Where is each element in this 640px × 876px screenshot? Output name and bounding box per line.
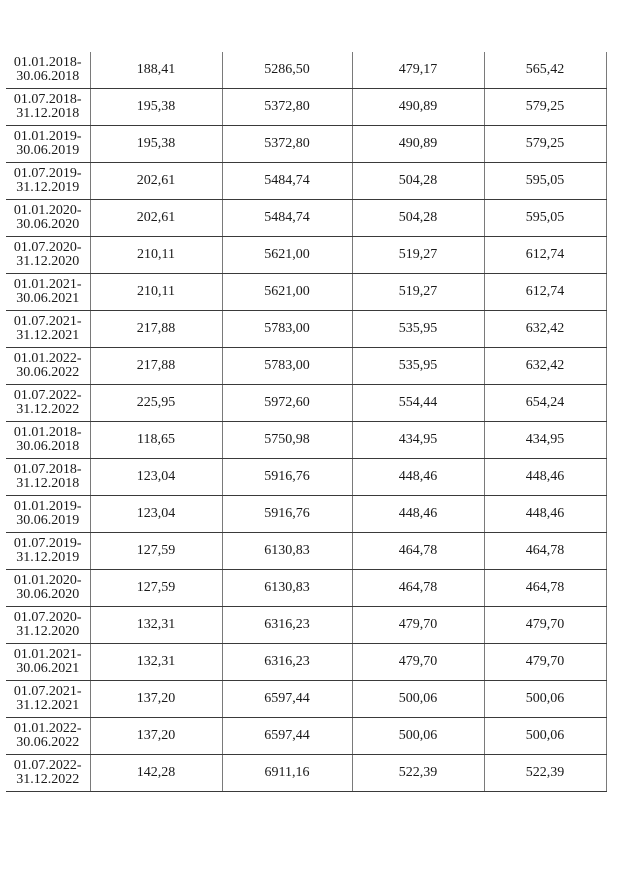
value-cell-v2: 6911,16 (222, 755, 352, 792)
value-cell-v2: 5750,98 (222, 422, 352, 459)
value-cell-v4: 654,24 (484, 385, 606, 422)
period-cell (6, 274, 90, 311)
period-start: 01.01.2018- (13, 55, 82, 70)
period-end: 31.12.2021 (16, 328, 80, 343)
value-cell-v3: 464,78 (352, 533, 484, 570)
value-cell-v4: 565,42 (484, 52, 606, 89)
value-cell-v4: 595,05 (484, 163, 606, 200)
period-cell (6, 348, 90, 385)
value-cell-v1: 132,31 (90, 607, 222, 644)
period-start: 01.07.2022- (13, 758, 82, 773)
value-cell-v3: 479,17 (352, 52, 484, 89)
period-end: 30.06.2020 (16, 217, 80, 232)
table-row (6, 237, 606, 274)
value-cell-v4: 595,05 (484, 200, 606, 237)
period-cell (6, 681, 90, 718)
value-cell-v2: 6130,83 (222, 570, 352, 607)
table-row (6, 570, 606, 607)
value-cell-v1: 118,65 (90, 422, 222, 459)
period-cell (6, 89, 90, 126)
value-cell-v1: 127,59 (90, 533, 222, 570)
period-cell (6, 311, 90, 348)
period-end: 30.06.2019 (16, 513, 80, 528)
value-cell-v2: 6316,23 (222, 607, 352, 644)
value-cell-v1: 123,04 (90, 459, 222, 496)
value-cell-v2: 5621,00 (222, 274, 352, 311)
value-cell-v3: 522,39 (352, 755, 484, 792)
value-cell-v3: 490,89 (352, 89, 484, 126)
period-end: 31.12.2018 (16, 476, 80, 491)
value-cell-v3: 500,06 (352, 718, 484, 755)
period-end: 30.06.2019 (16, 143, 80, 158)
period-end: 30.06.2018 (16, 439, 80, 454)
period-cell (6, 533, 90, 570)
period-cell (6, 385, 90, 422)
value-cell-v3: 535,95 (352, 311, 484, 348)
value-cell-v4: 464,78 (484, 570, 606, 607)
period-end: 31.12.2019 (16, 180, 80, 195)
period-start: 01.07.2019- (13, 536, 82, 551)
value-cell-v4: 479,70 (484, 607, 606, 644)
value-cell-v3: 519,27 (352, 274, 484, 311)
period-cell (6, 718, 90, 755)
period-cell (6, 607, 90, 644)
value-cell-v1: 132,31 (90, 644, 222, 681)
value-cell-v4: 464,78 (484, 533, 606, 570)
table-row (6, 348, 606, 385)
period-cell (6, 163, 90, 200)
value-cell-v1: 137,20 (90, 681, 222, 718)
period-cell (6, 422, 90, 459)
period-end: 30.06.2020 (16, 587, 80, 602)
period-cell (6, 570, 90, 607)
value-cell-v2: 5286,50 (222, 52, 352, 89)
period-start: 01.07.2020- (13, 610, 82, 625)
tariff-table (6, 52, 607, 792)
period-end: 31.12.2018 (16, 106, 80, 121)
period-start: 01.01.2021- (13, 647, 82, 662)
period-start: 01.01.2021- (13, 277, 82, 292)
period-cell (6, 126, 90, 163)
value-cell-v3: 464,78 (352, 570, 484, 607)
value-cell-v3: 490,89 (352, 126, 484, 163)
value-cell-v3: 519,27 (352, 237, 484, 274)
value-cell-v1: 210,11 (90, 237, 222, 274)
value-cell-v2: 5484,74 (222, 163, 352, 200)
value-cell-v3: 479,70 (352, 607, 484, 644)
period-start: 01.01.2019- (13, 499, 82, 514)
period-start: 01.07.2021- (13, 684, 82, 699)
tariff-table-body (6, 52, 606, 792)
table-row (6, 163, 606, 200)
table-row (6, 644, 606, 681)
value-cell-v3: 479,70 (352, 644, 484, 681)
table-row (6, 533, 606, 570)
value-cell-v2: 6597,44 (222, 718, 352, 755)
value-cell-v1: 217,88 (90, 311, 222, 348)
period-start: 01.07.2018- (13, 462, 82, 477)
value-cell-v2: 5484,74 (222, 200, 352, 237)
period-cell (6, 644, 90, 681)
value-cell-v1: 195,38 (90, 126, 222, 163)
period-start: 01.01.2022- (13, 351, 82, 366)
period-end: 31.12.2021 (16, 698, 80, 713)
value-cell-v3: 434,95 (352, 422, 484, 459)
period-start: 01.07.2022- (13, 388, 82, 403)
period-end: 31.12.2022 (16, 772, 80, 787)
value-cell-v1: 195,38 (90, 89, 222, 126)
period-end: 30.06.2022 (16, 735, 80, 750)
value-cell-v1: 123,04 (90, 496, 222, 533)
value-cell-v4: 500,06 (484, 718, 606, 755)
table-row (6, 126, 606, 163)
period-cell (6, 496, 90, 533)
value-cell-v2: 5372,80 (222, 126, 352, 163)
value-cell-v4: 612,74 (484, 237, 606, 274)
value-cell-v2: 5372,80 (222, 89, 352, 126)
value-cell-v3: 504,28 (352, 200, 484, 237)
value-cell-v4: 579,25 (484, 126, 606, 163)
period-cell (6, 237, 90, 274)
value-cell-v1: 142,28 (90, 755, 222, 792)
period-start: 01.01.2022- (13, 721, 82, 736)
period-end: 31.12.2022 (16, 402, 80, 417)
period-start: 01.01.2019- (13, 129, 82, 144)
period-start: 01.01.2020- (13, 203, 82, 218)
value-cell-v2: 5783,00 (222, 311, 352, 348)
value-cell-v1: 188,41 (90, 52, 222, 89)
period-end: 31.12.2020 (16, 624, 80, 639)
table-row (6, 681, 606, 718)
value-cell-v3: 554,44 (352, 385, 484, 422)
value-cell-v4: 579,25 (484, 89, 606, 126)
period-end: 30.06.2021 (16, 661, 80, 676)
value-cell-v4: 632,42 (484, 348, 606, 385)
value-cell-v2: 5916,76 (222, 459, 352, 496)
period-cell (6, 755, 90, 792)
table-row (6, 496, 606, 533)
period-start: 01.07.2020- (13, 240, 82, 255)
value-cell-v4: 479,70 (484, 644, 606, 681)
value-cell-v2: 5972,60 (222, 385, 352, 422)
value-cell-v1: 225,95 (90, 385, 222, 422)
table-row (6, 89, 606, 126)
period-start: 01.07.2019- (13, 166, 82, 181)
period-start: 01.07.2018- (13, 92, 82, 107)
period-end: 30.06.2022 (16, 365, 80, 380)
table-row (6, 385, 606, 422)
value-cell-v4: 632,42 (484, 311, 606, 348)
period-cell (6, 459, 90, 496)
value-cell-v1: 202,61 (90, 200, 222, 237)
value-cell-v3: 504,28 (352, 163, 484, 200)
table-row (6, 422, 606, 459)
tariff-table-page (6, 52, 606, 792)
table-row (6, 52, 606, 89)
value-cell-v2: 5621,00 (222, 237, 352, 274)
value-cell-v2: 5783,00 (222, 348, 352, 385)
value-cell-v1: 210,11 (90, 274, 222, 311)
value-cell-v2: 6316,23 (222, 644, 352, 681)
period-cell (6, 52, 90, 89)
value-cell-v1: 127,59 (90, 570, 222, 607)
value-cell-v2: 5916,76 (222, 496, 352, 533)
table-row (6, 718, 606, 755)
value-cell-v3: 448,46 (352, 496, 484, 533)
table-row (6, 459, 606, 496)
value-cell-v4: 500,06 (484, 681, 606, 718)
value-cell-v4: 434,95 (484, 422, 606, 459)
value-cell-v4: 448,46 (484, 496, 606, 533)
value-cell-v1: 217,88 (90, 348, 222, 385)
table-row (6, 274, 606, 311)
period-end: 30.06.2021 (16, 291, 80, 306)
value-cell-v3: 535,95 (352, 348, 484, 385)
table-row (6, 755, 606, 792)
period-start: 01.01.2018- (13, 425, 82, 440)
period-end: 31.12.2020 (16, 254, 80, 269)
value-cell-v4: 448,46 (484, 459, 606, 496)
period-start: 01.07.2021- (13, 314, 82, 329)
value-cell-v3: 448,46 (352, 459, 484, 496)
value-cell-v2: 6130,83 (222, 533, 352, 570)
period-cell (6, 200, 90, 237)
value-cell-v1: 137,20 (90, 718, 222, 755)
value-cell-v3: 500,06 (352, 681, 484, 718)
period-end: 31.12.2019 (16, 550, 80, 565)
value-cell-v4: 612,74 (484, 274, 606, 311)
table-row (6, 311, 606, 348)
value-cell-v2: 6597,44 (222, 681, 352, 718)
period-end: 30.06.2018 (16, 69, 80, 84)
value-cell-v1: 202,61 (90, 163, 222, 200)
table-row (6, 607, 606, 644)
value-cell-v4: 522,39 (484, 755, 606, 792)
period-start: 01.01.2020- (13, 573, 82, 588)
table-row (6, 200, 606, 237)
